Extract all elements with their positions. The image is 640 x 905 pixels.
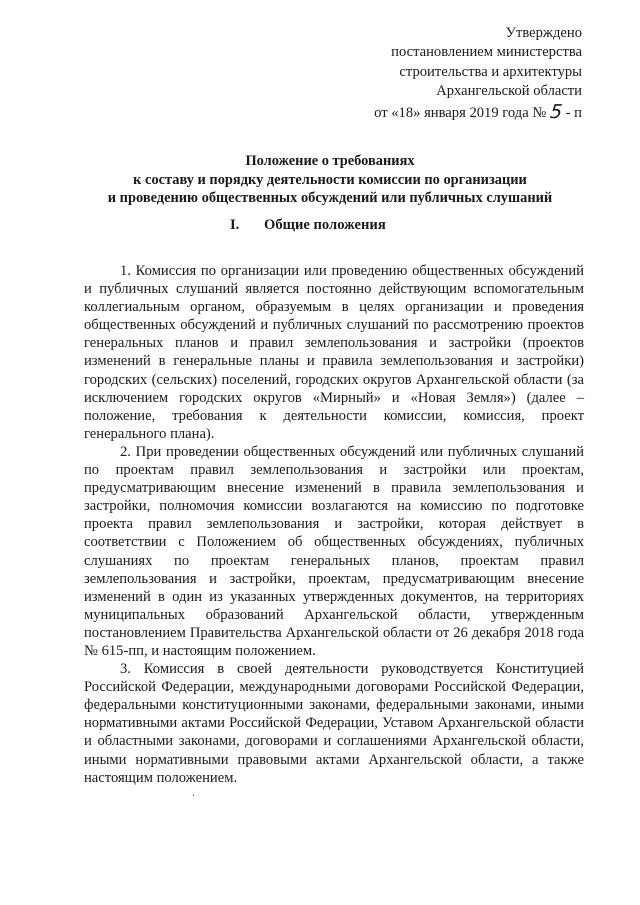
section-title: Общие положения (264, 217, 386, 233)
approval-line-1: Утверждено (505, 25, 582, 41)
approval-suffix: - п (565, 104, 582, 121)
document-title (80, 152, 580, 208)
paragraph-3: 3. Комиссия в своей деятельности руководствуется Конституцией Российской Федерации, международными договорами Российской Федерации, федеральными конституционными законами, федеральными законами, иными нормативными актами Российской Федерации, Уставом Архангельской области и областными законами, договорами и соглашениями Архангельской области, иными нормативными правовыми актами Архангельской области, а также настоящим положением. (84, 661, 584, 786)
paragraph-2: 2. При проведении общественных обсуждений или публичных слушаний по проектам правил землепользования и застройки или проектам, предусматривающим внесение изменений в правила землепользования и застройки, полномочия комиссии возлагаются на комиссию по подготовке проекта правил землепользования и застройки, которая действует в соответствии с Положением об общественных обсуждениях, публичных слушаниях по проектам генеральных планов, проектам правил землепользования и застройки, проектам, предусматривающим внесение изменений в один из указанных утвержденных документов, на территориях муниципальных образований Архангельской области, утвержденным постановлением Правительства Архангельской области от 26 декабря 2018 года № 615-пп, и настоящим положением. (84, 443, 584, 659)
approval-line-3: строительства и архитектуры (399, 63, 582, 80)
title-line-2: к составу и порядку деятельности комиссии по организации (133, 171, 527, 188)
approval-line-5 (374, 102, 582, 123)
handwritten-document-number: 5 (548, 100, 564, 123)
section-number: I. (230, 217, 240, 233)
title-line-1: Положение о требованиях (245, 153, 415, 169)
section-heading (230, 216, 386, 235)
title-line-3: и проведению общественных обсуждений или публичных слушаний (107, 190, 553, 206)
scan-speck (193, 794, 194, 796)
paragraph-1: 1. Комиссия по организации или проведению общественных обсуждений и публичных слушаний является постоянно действующим вспомогательным коллегиальным органом, образуемым в целях организации и проведения общественных обсуждений и публичных слушаний по рассмотрению проектов генеральных планов и правил землепользования и застройки (проектов изменений в генеральные планы и правила землепользования и застройки) городских (сельских) поселений, городских округов Архангельской области (за исключением городских округов «Мирный» и «Новая Земля») (далее – положение, требования к деятельности комиссии, комиссия, проект генерального плана). (84, 263, 584, 442)
document-body (84, 262, 584, 787)
approval-line-2: постановлением министерства (391, 44, 582, 61)
approval-date: от «18» января 2019 года № (374, 104, 547, 121)
approval-line-4: Архангельской области (436, 83, 582, 100)
approval-stamp-block (374, 24, 582, 123)
